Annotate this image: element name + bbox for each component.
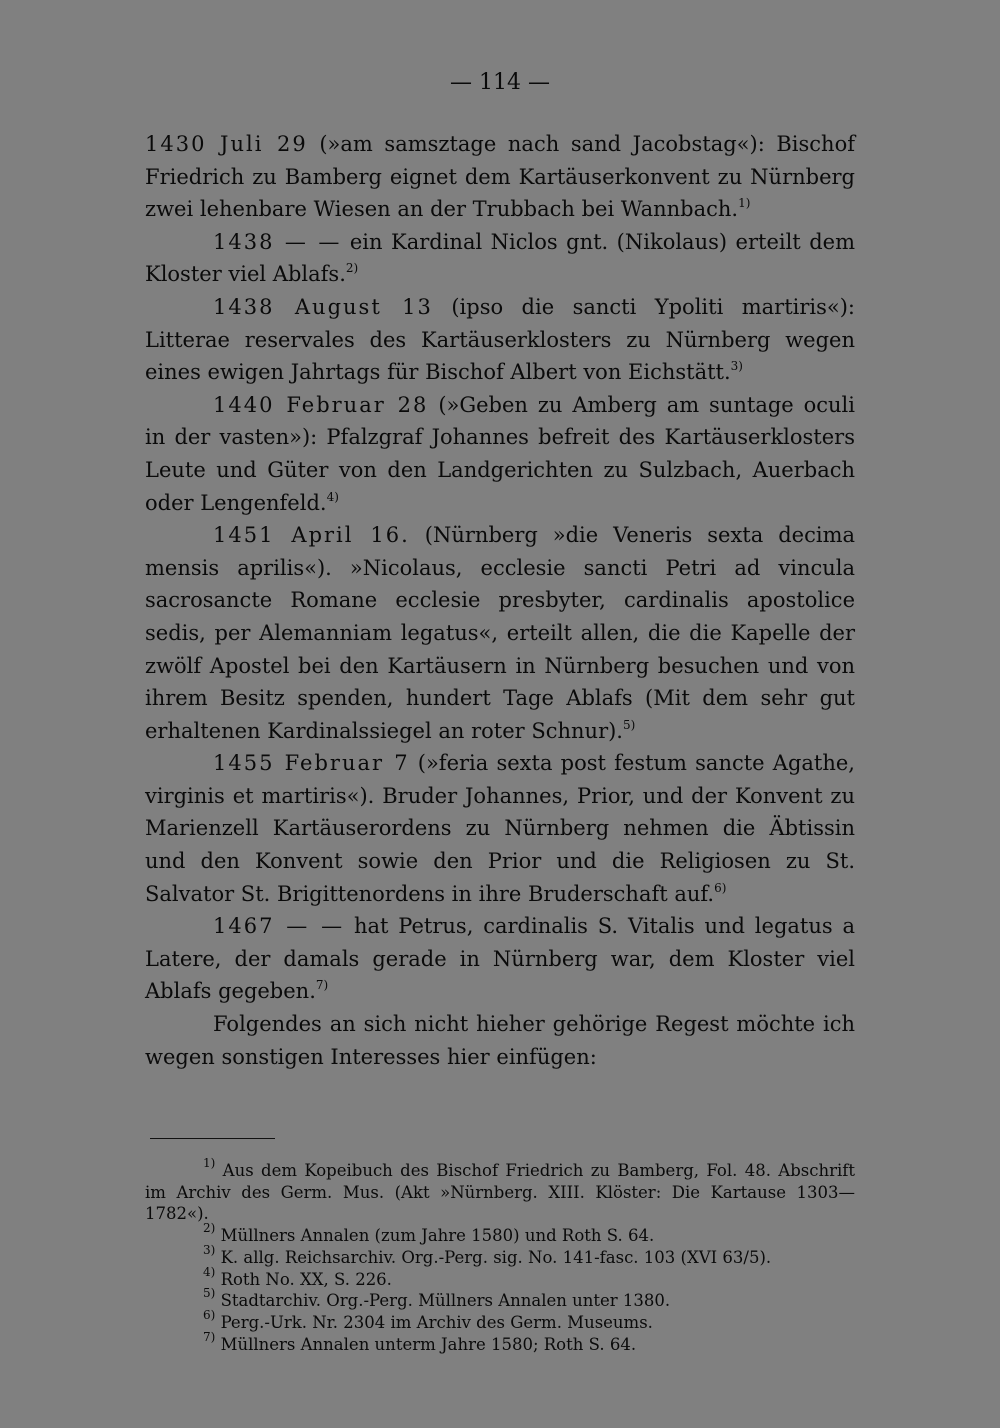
entry-text: (»am samsztage nach sand Jacobstag«): Bischof Friedrich zu Bamberg eignet dem Kartäuserkonvent zu Nürnberg zwei lehenbare Wiesen an der Trubbach bei Wannbach. xyxy=(145,132,855,222)
footnote xyxy=(145,1286,855,1312)
entry-paragraph xyxy=(145,747,855,910)
closing-paragraph xyxy=(145,1008,855,1073)
entry-text: (»feria sexta post festum sancte Agathe, virginis et martiris«). Bruder Johannes, Prior, und der Konvent zu Marienzell Kartäuserordens zu Nürnberg nehmen die Äbtissin und den Konvent sowie den Prior und die Religiosen zu St. Salvator St. Brigittenordens in ihre Bruderschaft auf. xyxy=(145,751,855,906)
entry-date: 1438 August 13 xyxy=(213,294,433,319)
footnote xyxy=(145,1264,855,1291)
entry-date: 1467 — — xyxy=(213,914,345,939)
footnote-divider xyxy=(150,1138,275,1139)
footnote-text: Stadtarchiv. Org.-Perg. Müllners Annalen unter 1380. xyxy=(215,1291,671,1311)
footnote-ref: 3) xyxy=(730,359,743,374)
entry-text: (ipso die sancti Ypoliti martiris«): Litterae reservales des Kartäuserklosters zu Nürnberg wegen eines ewigen Jahrtags für Bischof Albert von Eichstätt. xyxy=(145,294,856,385)
entry-date: 1451 April 16. xyxy=(213,523,410,548)
body-text xyxy=(145,128,855,1073)
footnote-mark: 6) xyxy=(203,1307,216,1322)
footnote-text: Roth No. XX, S. 226. xyxy=(215,1269,392,1289)
footnotes xyxy=(145,1156,855,1355)
footnote-text: Aus dem Kopeibuch des Bischof Friedrich zu Bamberg, Fol. 48. Abschrift im Archiv des Germ. Mus. (Akt »Nürnberg. XIII. Klöster: Die Kartause 1303—1782«). xyxy=(145,1161,855,1224)
entry-date: 1455 Februar 7 xyxy=(213,751,410,776)
footnote-text: Müllners Annalen unterm Jahre 1580; Roth S. 64. xyxy=(215,1334,637,1354)
footnote-mark: 1) xyxy=(203,1156,216,1170)
entry-text: Folgendes an sich nicht hieher gehörige Regest möchte ich wegen sonstigen Interesses hier einfügen: xyxy=(145,1012,855,1069)
footnote-ref: 1) xyxy=(738,196,751,211)
footnote-ref: 6) xyxy=(714,880,727,895)
entry-paragraph xyxy=(145,389,855,519)
footnote-ref: 4) xyxy=(326,489,339,504)
footnote xyxy=(145,1156,855,1225)
footnote xyxy=(145,1242,855,1269)
footnote-ref: 2) xyxy=(345,261,359,276)
footnote-text: Perg.-Urk. Nr. 2304 im Archiv des Germ. Museums. xyxy=(215,1312,653,1332)
entry-paragraph xyxy=(145,226,855,291)
footnote-mark: 5) xyxy=(203,1286,216,1301)
entry-date: 1430 Juli 29 xyxy=(145,132,308,156)
footnote xyxy=(145,1221,855,1247)
entry-text: (Nürnberg »die Veneris sexta decima mensis aprilis«). »Nicolaus, ecclesie sancti Petri ad vincula sacrosancte Romane ecclesie presbyter, cardinalis apostolice sedis, per Alemanniam legatus«, erteilt allen, die die Kapelle der zwölf Apostel bei den Kartäusern in Nürnberg besuchen und von ihrem Besitz spenden, hundert Tage Ablafs (Mit dem sehr gut erhaltenen Kardinalssiegel an roter Schnur). xyxy=(145,523,855,743)
entry-paragraph xyxy=(145,519,855,747)
footnote-ref: 5) xyxy=(623,717,636,732)
footnote-mark: 7) xyxy=(203,1329,216,1344)
entry-text: ein Kardinal Niclos gnt. (Nikolaus) erteilt dem Kloster viel Ablafs. xyxy=(145,229,856,287)
entry-text: (»Geben zu Amberg am suntage oculi in der vasten»): Pfalzgraf Johannes befreit des Kartäuserklosters Leute und Güter von den Landgerichten zu Sulzbach, Auerbach oder Lengenfeld. xyxy=(145,392,855,515)
entry-text: hat Petrus, cardinalis S. Vitalis und legatus a Latere, der damals gerade in Nürnberg war, dem Kloster viel Ablafs gegeben. xyxy=(145,914,856,1004)
footnote-text: K. allg. Reichsarchiv. Org.-Perg. sig. No. 141-fasc. 103 (XVI 63/5). xyxy=(215,1247,772,1267)
entry-date: 1440 Februar 28 xyxy=(213,392,429,417)
entry-paragraph xyxy=(145,910,855,1008)
footnote xyxy=(145,1307,855,1334)
entry-paragraph xyxy=(145,128,855,226)
footnote-ref: 7) xyxy=(315,978,329,993)
footnote-mark: 2) xyxy=(203,1221,216,1236)
page-number: — 114 — xyxy=(450,70,550,95)
entry-paragraph xyxy=(145,291,855,389)
footnote-mark: 3) xyxy=(203,1242,216,1257)
footnote xyxy=(145,1329,855,1356)
footnote-text: Müllners Annalen (zum Jahre 1580) und Roth S. 64. xyxy=(215,1226,655,1246)
entry-date: 1438 — — xyxy=(213,229,342,254)
footnote-mark: 4) xyxy=(203,1264,216,1279)
